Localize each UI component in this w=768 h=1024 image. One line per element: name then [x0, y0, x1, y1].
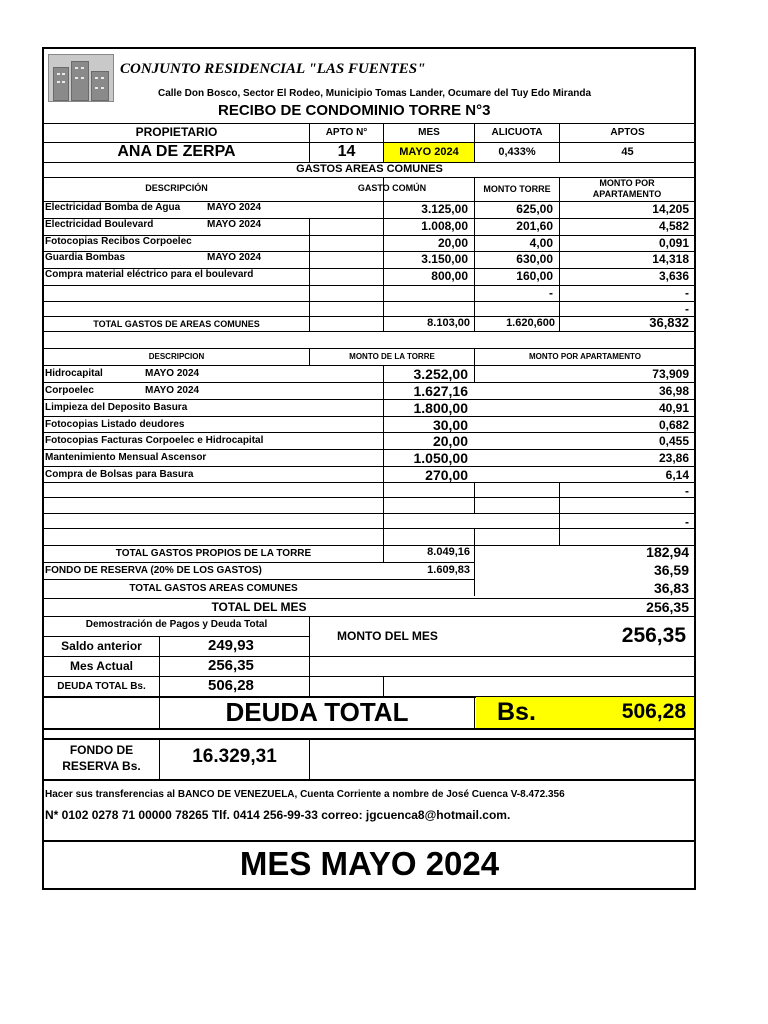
saldo-label: Saldo anterior	[61, 639, 142, 653]
common-header-apto: MONTO POR APARTAMENTO	[592, 178, 662, 199]
tower-row-apto: 0,682	[658, 418, 689, 432]
tower-header-apto: MONTO POR APARTAMENTO	[529, 352, 641, 361]
common-row-apto: 0,091	[658, 236, 689, 250]
deuda-total-currency: Bs.	[497, 698, 536, 726]
tower-row-month: MAYO 2024	[145, 368, 200, 379]
tower-row-torre: 270,00	[425, 467, 468, 483]
tower-row-apto: 40,91	[658, 401, 689, 415]
common-row-torre: 630,00	[516, 252, 553, 266]
common-row-desc: Guardia Bombas	[45, 252, 126, 263]
common-row-gasto: 3.125,00	[421, 202, 468, 216]
monto-mes-value: 256,35	[621, 624, 686, 647]
comunes-label: TOTAL GASTOS AREAS COMUNES	[129, 583, 298, 594]
tower-row-apto: 73,909	[652, 367, 689, 381]
common-row-desc: Electricidad Bomba de Agua	[45, 202, 181, 213]
propios-label: TOTAL GASTOS PROPIOS DE LA TORRE	[115, 548, 312, 559]
total-mes-apto: 256,35	[646, 599, 689, 615]
tower-row-desc: Compra de Bolsas para Basura	[45, 469, 194, 480]
common-header-desc: DESCRIPCIÓN	[145, 183, 208, 193]
tower-row-month: MAYO 2024	[145, 385, 200, 396]
common-row-apto: -	[685, 286, 689, 300]
deuda-total-label: DEUDA TOTAL	[225, 697, 409, 727]
common-row-torre: 201,60	[516, 219, 553, 233]
fondo-label: FONDO DE RESERVA (20% DE LOS GASTOS)	[45, 565, 262, 576]
tower-header-desc: DESCRIPCION	[148, 352, 205, 361]
common-row-gasto: 3.150,00	[421, 252, 468, 266]
common-row-apto: 14,205	[652, 202, 689, 216]
common-total-label: TOTAL GASTOS DE AREAS COMUNES	[93, 319, 260, 329]
fondo-reserva-value: 16.329,31	[192, 746, 277, 767]
deuda-label: DEUDA TOTAL Bs.	[57, 681, 146, 692]
common-header-torre: MONTO TORRE	[483, 184, 551, 194]
payment-line-2: N* 0102 0278 71 00000 78265 Tlf. 0414 256-99-33 correo: jgcuenca8@hotmail.com.	[45, 808, 511, 822]
header-apto: APTO N°	[325, 127, 368, 138]
header-aptos: APTOS	[610, 127, 645, 138]
tower-row-desc: Fotocopias Facturas Corpoelec e Hidrocapital	[45, 435, 264, 446]
common-row-torre: 625,00	[516, 202, 553, 216]
tower-row-apto: 0,455	[658, 434, 689, 448]
total-mes-label: TOTAL DEL MES	[211, 600, 307, 614]
billing-month: MAYO 2024	[399, 146, 459, 158]
tower-row-torre: 3.252,00	[413, 366, 468, 382]
payment-line-1: Hacer sus transferencias al BANCO DE VENEZUELA, Cuenta Corriente a nombre de José Cuenca V-8.472.356	[45, 789, 565, 800]
fondo-reserva-label-2: RESERVA Bs.	[62, 759, 141, 773]
common-row-desc: Electricidad Boulevard	[45, 219, 154, 230]
aliquot: 0,433%	[498, 146, 536, 158]
common-row-gasto: 20,00	[437, 236, 468, 250]
common-total-torre: 1.620,600	[506, 317, 555, 329]
common-row-desc: Fotocopias Recibos Corpoelec	[45, 236, 192, 247]
common-row-month: MAYO 2024	[207, 202, 262, 213]
tower-row-apto: -	[685, 484, 689, 498]
tower-row-torre: 30,00	[432, 417, 468, 433]
saldo-value: 249,93	[208, 637, 254, 654]
apartments-count: 45	[621, 146, 634, 158]
tower-row-desc: Hidrocapital	[45, 368, 103, 379]
header-mes: MES	[418, 127, 440, 138]
demo-title: Demostración de Pagos y Deuda Total	[85, 619, 268, 630]
fondo-apto: 36,59	[653, 562, 689, 578]
actual-label: Mes Actual	[70, 659, 133, 673]
tower-row-torre: 1.800,00	[413, 400, 468, 416]
header-propietario: PROPIETARIO	[135, 125, 218, 139]
common-row-torre: 160,00	[516, 269, 553, 283]
common-row-desc: Compra material eléctrico para el boulevard	[45, 269, 254, 280]
tower-row-apto: 23,86	[658, 451, 689, 465]
tower-row-apto: 6,14	[665, 468, 689, 482]
receipt-title: RECIBO DE CONDOMINIO TORRE N°3	[218, 102, 491, 119]
common-row-apto: 14,318	[652, 252, 689, 266]
address: Calle Don Bosco, Sector El Rodeo, Municipio Tomas Lander, Ocumare del Tuy Edo Miranda	[158, 88, 592, 99]
tower-row-desc: Corpoelec	[45, 385, 94, 396]
tower-row-torre: 20,00	[432, 433, 468, 449]
tower-row-apto: -	[685, 515, 689, 529]
common-row-torre: 4,00	[529, 236, 553, 250]
tower-row-desc: Mantenimiento Mensual Ascensor	[45, 452, 207, 463]
deuda-total-value: 506,28	[621, 700, 686, 723]
tower-row-torre: 1.050,00	[413, 450, 468, 466]
fondo-reserva-label-1: FONDO DE	[69, 743, 134, 757]
monto-mes-label: MONTO DEL MES	[337, 629, 438, 643]
tower-row-torre: 1.627,16	[413, 383, 468, 399]
common-row-gasto: 800,00	[431, 269, 468, 283]
deuda-value: 506,28	[208, 677, 254, 694]
building-logo	[48, 54, 114, 102]
common-header-gasto: GASTO COMÚN	[357, 183, 427, 193]
tower-row-desc: Limpieza del Deposito Basura	[45, 402, 188, 413]
complex-name: CONJUNTO RESIDENCIAL "LAS FUENTES"	[120, 61, 426, 77]
fondo-torre: 1.609,83	[427, 564, 470, 576]
common-total-apto: 36,832	[649, 315, 689, 330]
header-alicuota: ALICUOTA	[491, 127, 543, 138]
actual-value: 256,35	[208, 657, 254, 674]
apartment-number: 14	[337, 143, 356, 160]
tower-header-torre: MONTO DE LA TORRE	[349, 352, 435, 361]
common-row-apto: -	[685, 302, 689, 316]
common-row-gasto: 1.008,00	[421, 219, 468, 233]
common-section-title: GASTOS AREAS COMUNES	[296, 163, 443, 175]
common-row-month: MAYO 2024	[207, 252, 262, 263]
tower-row-desc: Fotocopias Listado deudores	[45, 419, 185, 430]
propios-torre: 8.049,16	[427, 546, 470, 558]
footer-month-title: MES MAYO 2024	[239, 845, 500, 882]
common-row-month: MAYO 2024	[207, 219, 262, 230]
common-total-gasto: 8.103,00	[427, 317, 470, 329]
common-row-apto: 4,582	[658, 219, 689, 233]
common-row-apto: 3,636	[658, 269, 689, 283]
comunes-apto: 36,83	[653, 580, 689, 596]
propios-apto: 182,94	[646, 544, 689, 560]
common-row-torre: -	[549, 286, 553, 300]
tower-row-apto: 36,98	[658, 384, 689, 398]
owner-name: ANA DE ZERPA	[117, 143, 236, 160]
